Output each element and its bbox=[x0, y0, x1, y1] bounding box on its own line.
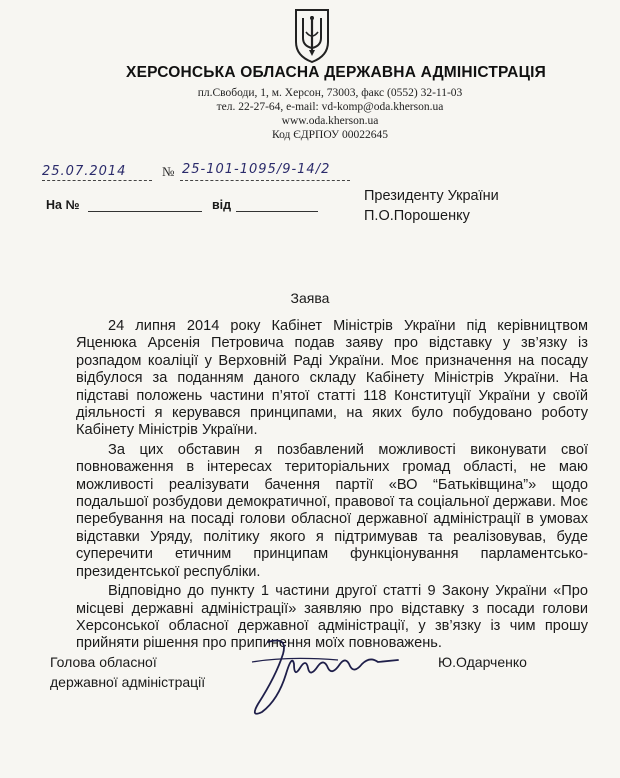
reply-to-label: На № bbox=[46, 198, 80, 212]
website-line: www.oda.kherson.ua bbox=[281, 115, 379, 127]
address-line: пл.Свободи, 1, м. Херсон, 73003, факс (0552) 32-11-03 bbox=[197, 87, 463, 99]
organization-name: ХЕРСОНСЬКА ОБЛАСНА ДЕРЖАВНА АДМІНІСТРАЦІЯ bbox=[126, 64, 546, 81]
reply-date-blank bbox=[236, 211, 318, 212]
paragraph: За цих обставин я позбавлений можливості виконувати свої повноваження в інтересах територіальних громад області, не маю можливості реалізувати бачення партії «ВО “Батьківщина”» щодо подальшої розбудови демократичної, правової та соціальної держави. Моє перебування на посаді голови обласної державної адміністрації в умовах відставки Уряду, політику якого я підтримував та реалізовував, буде суперечити етичним принципам функціонування парламентсько-президентської республіки. bbox=[76, 441, 588, 580]
reply-number-blank bbox=[88, 211, 202, 212]
addressee-title: Президенту України bbox=[364, 188, 499, 204]
position-line: державної адміністрації bbox=[50, 674, 206, 690]
number-underline bbox=[180, 180, 350, 181]
phone-email-line: тел. 22-27-64, e-mail: vd-komp@oda.kherson.ua bbox=[216, 101, 444, 113]
registration-number: 25-101-1095/9-14/2 bbox=[182, 162, 331, 177]
from-date-label: від bbox=[212, 198, 232, 212]
addressee-name: П.О.Порошенку bbox=[364, 208, 470, 224]
signer-position bbox=[50, 652, 205, 692]
handwritten-signature bbox=[228, 634, 408, 720]
contact-block bbox=[140, 86, 520, 142]
trident-coat-of-arms-icon bbox=[292, 6, 332, 64]
document-title: Заява bbox=[290, 290, 330, 306]
paragraph: Відповідно до пункту 1 частини другої статті 9 Закону України «Про місцеві державні адміністрації» заявляю про відставку з посади голови Херсонської обласної державної адміністрації, у зв’язку із чим прошу прийняти рішення про припинення моїх повноважень. bbox=[76, 583, 588, 652]
date-underline bbox=[42, 180, 152, 181]
registration-date: 25.07.2014 bbox=[42, 164, 127, 179]
position-line: Голова обласної bbox=[50, 654, 157, 670]
edrpou-line: Код ЄДРПОУ 00022645 bbox=[271, 129, 389, 141]
letter-body bbox=[76, 318, 588, 655]
addressee-block bbox=[364, 186, 499, 226]
registration-number-label: № bbox=[162, 164, 175, 179]
paragraph: 24 липня 2014 року Кабінет Міністрів України під керівництвом Яценюка Арсенія Петровича подав заяву про відставку у зв’язку із розпадом коаліції у Верховній Раді України. Моє призначення на посаду відбулося за поданням даного складу Кабінету Міністрів України. На підставі положень частини п’ятої статті 118 Конституції України у своїй діяльності я керувався принципами, на яких було побудовано роботу Кабінету Міністрів України. bbox=[76, 318, 588, 439]
signer-name: Ю.Одарченко bbox=[438, 654, 527, 670]
